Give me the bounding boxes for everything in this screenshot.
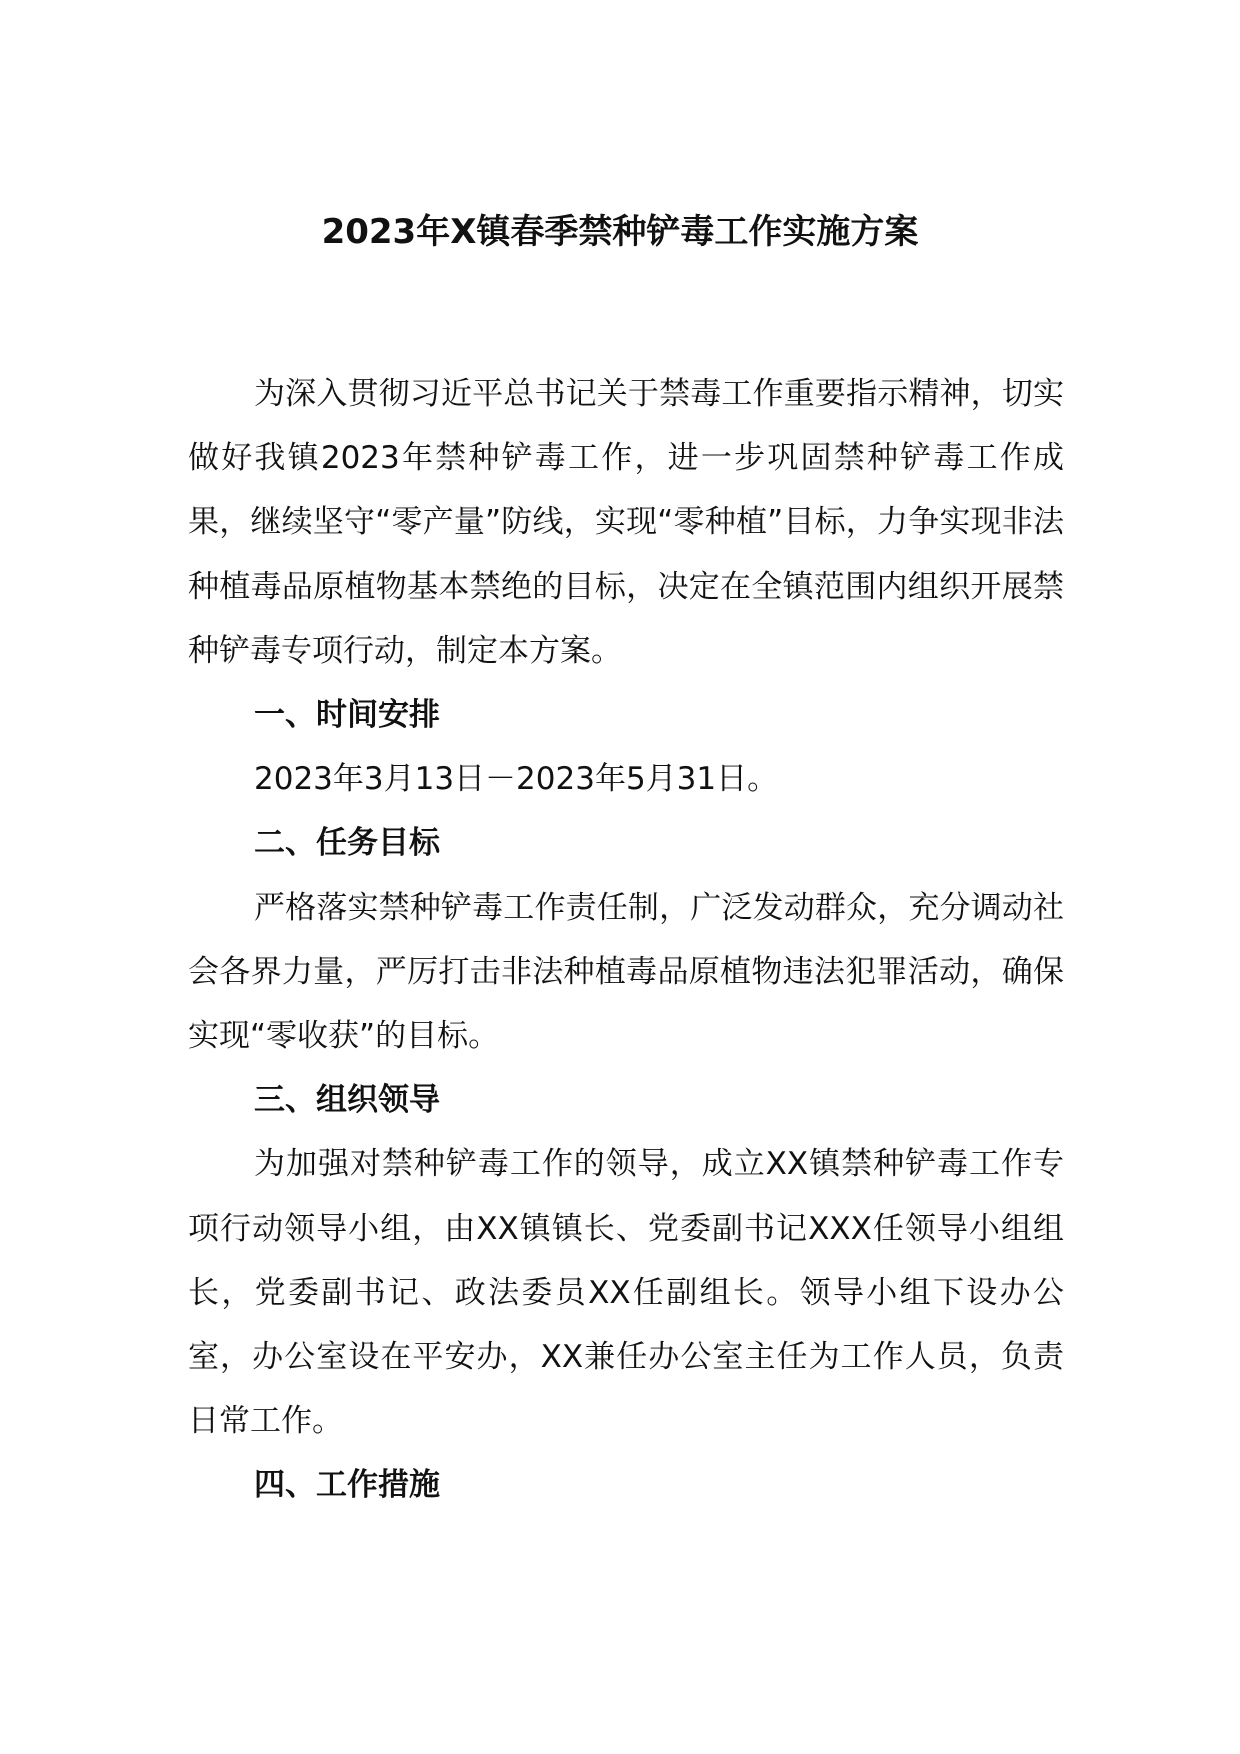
section-heading-goals: 二、任务目标 — [254, 825, 440, 862]
section-heading-leadership: 三、组织领导 — [254, 1082, 440, 1119]
document-body — [188, 362, 1064, 1518]
section-text-goals: 严格落实禁种铲毒工作责任制，广泛发动群众，充分调动社会各界力量，严厉打击非法种植毒品原植物违法犯罪活动，确保实现“零收获”的目标。 — [188, 889, 1064, 1055]
section-text-schedule: 2023年3月13日－2023年5月31日。 — [254, 761, 779, 798]
intro-paragraph: 为深入贯彻习近平总书记关于禁毒工作重要指示精神，切实做好我镇2023年禁种铲毒工作，进一步巩固禁种铲毒工作成果，继续坚守“零产量”防线，实现“零种植”目标，力争实现非法种植毒品原植物基本禁绝的目标，决定在全镇范围内组织开展禁种铲毒专项行动，制定本方案。 — [188, 376, 1064, 669]
section-heading-schedule: 一、时间安排 — [254, 697, 440, 734]
section-text-leadership: 为加强对禁种铲毒工作的领导，成立XX镇禁种铲毒工作专项行动领导小组，由XX镇镇长、党委副书记XXX任领导小组组长，党委副书记、政法委员XX任副组长。领导小组下设办公室，办公室设在平安办，XX兼任办公室主任为工作人员，负责日常工作。 — [188, 1146, 1064, 1440]
section-heading-measures: 四、工作措施 — [254, 1467, 440, 1504]
document-title: 2023年X镇春季禁种铲毒工作实施方案 — [321, 212, 919, 252]
